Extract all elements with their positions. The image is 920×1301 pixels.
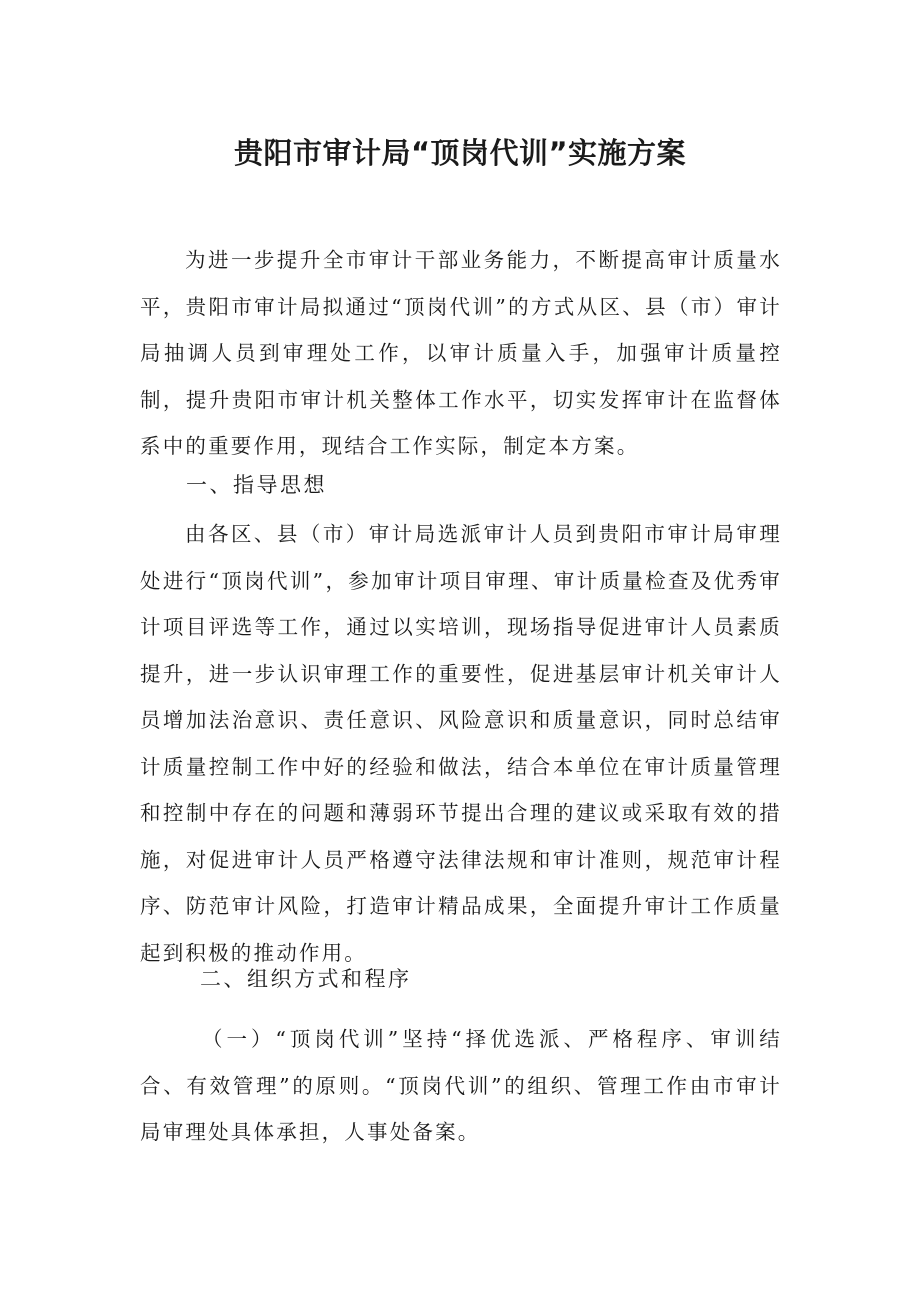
intro-paragraph: 为进一步提升全市审计干部业务能力，不断提高审计质量水平，贵阳市审计局拟通过“顶岗代训”的方式从区、县（市）审计局抽调人员到审理处工作，以审计质量入手，加强审计质量控制，提升贵阳市审计机关整体工作水平，切实发挥审计在监督体系中的重要作用，现结合工作实际，制定本方案。 (140, 248, 782, 458)
guiding-ideology-paragraph: 由各区、县（市）审计局选派审计人员到贵阳市审计局审理处进行“顶岗代训”，参加审计项目审理、审计质量检查及优秀审计项目评选等工作，通过以实培训，现场指导促进审计人员素质提升，进一步认识审理工作的重要性，促进基层审计机关审计人员增加法治意识、责任意识、风险意识和质量意识，同时总结审计质量控制工作中好的经验和做法，结合本单位在审计质量管理和控制中存在的问题和薄弱环节提出合理的建议或采取有效的措施，对促进审计人员严格遵守法律法规和审计准则，规范审计程序、防范审计风险，打造审计精品成果，全面提升审计工作质量起到积极的推动作用。 (140, 522, 782, 965)
document-title: 贵阳市审计局“顶岗代训”实施方案 (233, 136, 687, 170)
section-heading-organization: 二、组织方式和程序 (200, 967, 412, 991)
organization-item-1-paragraph: （一）“顶岗代训”坚持“择优选派、严格程序、审训结合、有效管理”的原则。“顶岗代训”的组织、管理工作由市审计局审理处具体承担，人事处备案。 (140, 1027, 782, 1144)
section-heading-guiding-ideology: 一、指导思想 (186, 473, 327, 497)
